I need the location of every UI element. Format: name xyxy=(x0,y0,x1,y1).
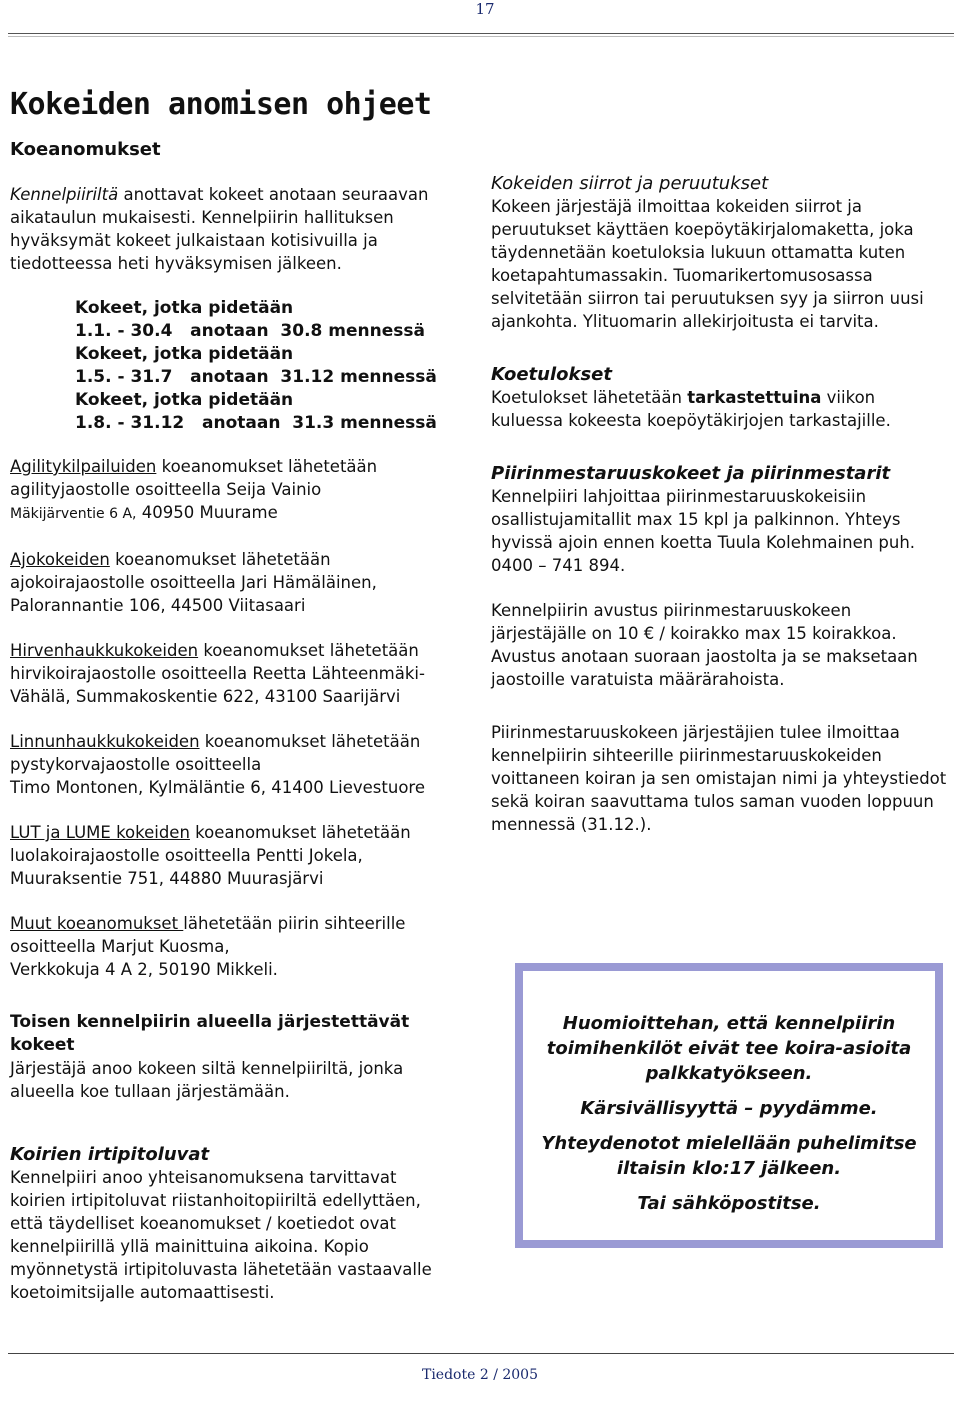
lut-paragraph xyxy=(10,821,450,890)
notice-line-1: Huomioittehan, että kennelpiirin toimihenkilöt eivät tee koira-asioita palkkatyökseen. xyxy=(546,1013,912,1084)
hirven-paragraph xyxy=(10,639,450,708)
schedule-block xyxy=(10,297,450,435)
footer-rule xyxy=(8,1353,954,1354)
schedule-line: Kokeet, jotka pidetään xyxy=(75,298,294,318)
notice-line-2: Kärsivällisyyttä – pyydämme. xyxy=(580,1098,878,1119)
muut-text: lähetetään piirin sihteerille osoitteella Marjut Kuosma, xyxy=(10,914,406,956)
tulokset-pre: Koetulokset lähetetään xyxy=(491,388,688,407)
schedule-line: Kokeet, jotka pidetään xyxy=(75,344,294,364)
siirrot-heading-text: Kokeiden siirrot ja peruutukset xyxy=(491,173,769,194)
notice-line-4: Tai sähköpostitse. xyxy=(637,1193,821,1214)
ajo-label: Ajokokeiden xyxy=(10,550,110,569)
siirrot-text: Kokeen järjestäjä ilmoittaa kokeiden siirrot ja peruutukset käyttäen koepöytäkirjalomaketta, joka täydennetään koetuloksia lukuun ottamatta kuten koetapahtumassakin. Tuomarikertomusosassa selvitetään siirron tai peruutuksen syy ja siirron uusi ajankohta. Ylituomarin allekirjoitusta ei tarvita. xyxy=(491,197,924,331)
piiri-text-1: Kennelpiiri lahjoittaa piirinmestaruuskokeisiin osallistujamitallit max 15 kpl ja palkinnon. Yhteys hyvissä ajoin ennen koetta Tuula Kolehmainen puh. 0400 – 741 894. xyxy=(491,487,916,575)
tulokset-post: viikon kuluessa kokeesta koepöytäkirjojen tarkastajille. xyxy=(491,388,891,430)
koeanomukset-heading: Koeanomukset xyxy=(10,139,161,160)
muut-paragraph xyxy=(10,912,450,981)
notice-line-3: Yhteydenotot mielellään puhelimitse iltaisin klo:17 jälkeen. xyxy=(541,1133,917,1179)
intro-text: anottavat kokeet anotaan seuraavan aikataulun mukaisesti. Kennelpiirin hallituksen hyväksymät kokeet julkaistaan kotisivuilla ja tiedotteessa heti hyväksymisen jälkeen. xyxy=(10,185,429,273)
intro-paragraph xyxy=(10,183,450,275)
toisen-heading: Toisen kennelpiirin alueella järjestettävät kokeet xyxy=(10,1012,410,1055)
lut-label: LUT ja LUME kokeiden xyxy=(10,823,190,842)
ajo-text: koeanomukset lähetetään ajokoirajaostolle osoitteella Jari Hämäläinen, Palorannantie 106, 44500 Viitasaari xyxy=(10,550,377,615)
page-number: 17 xyxy=(475,0,495,18)
page-title: Kokeiden anomisen ohjeet xyxy=(10,87,432,122)
irti-text: Kennelpiiri anoo yhteisanomuksena tarvittavat koirien irtipitoluvat riistanhoitopiiriltä edellyttäen, että täydelliset koeanomukset / koetiedot ovat kennelpiirillä yllä mainittuina aikoina. Kopio myönnetystä irtipitoluvasta lähetetään vastaavalle koetoimitsijalle automaattisesti. xyxy=(10,1168,432,1302)
schedule-line: 1.1. - 30.4 anotaan 30.8 mennessä xyxy=(75,321,425,341)
hirven-text: koeanomukset lähetetään hirvikoirajaostolle osoitteella Reetta Lähteenmäki-Vähälä, Summakoskentie 622, 43100 Saarijärvi xyxy=(10,641,425,706)
muut-label: Muut koeanomukset xyxy=(10,914,184,933)
agility-paragraph xyxy=(10,455,450,526)
tulokset-bold: tarkastettuina xyxy=(687,388,822,407)
toisen-text: Järjestäjä anoo kokeen siltä kennelpiiriltä, jonka alueella koe tullaan järjestämään. xyxy=(10,1059,404,1101)
footer-label: Tiedote 2 / 2005 xyxy=(421,1367,538,1383)
linnun-text: koeanomukset lähetetään pystykorvajaostolle osoitteella xyxy=(10,732,421,774)
lut-text: koeanomukset lähetetään luolakoirajaostolle osoitteella Pentti Jokela, Muuraksentie 751, 44880 Muurasjärvi xyxy=(10,823,411,888)
notice-box xyxy=(515,963,943,1248)
agility-text: koeanomukset lähetetään agilityjaostolle osoitteella Seija Vainio xyxy=(10,457,378,499)
tulokset-heading: Koetulokset xyxy=(491,364,612,385)
left-column xyxy=(10,138,450,1304)
agility-address-small: Mäkijärventie 6 A, xyxy=(10,506,137,522)
irti-heading: Koirien irtipitoluvat xyxy=(10,1144,210,1165)
schedule-line: 1.5. - 31.7 anotaan 31.12 mennessä xyxy=(75,367,437,387)
linnun-label: Linnunhaukkukokeiden xyxy=(10,732,200,751)
linnun-address: Timo Montonen, Kylmäläntie 6, 41400 Lievestuore xyxy=(10,778,425,797)
agility-address: 40950 Muurame xyxy=(136,503,278,522)
tulokset-paragraph xyxy=(491,386,951,432)
piiri-heading: Piirinmestaruuskokeet ja piirinmestarit xyxy=(491,463,891,484)
intro-italic: Kennelpiiriltä xyxy=(10,185,119,204)
top-rule xyxy=(8,33,954,37)
hirven-label: Hirvenhaukkukokeiden xyxy=(10,641,199,660)
siirrot-heading xyxy=(491,172,951,195)
right-column xyxy=(491,172,951,836)
linnun-paragraph xyxy=(10,730,450,799)
piiri-text-2: Kennelpiirin avustus piirinmestaruuskokeen järjestäjälle on 10 € / koirakko max 15 koirakkoa. Avustus anotaan suoraan jaostolta ja se maksetaan jaostoille varatuista määrärahoista. xyxy=(491,601,918,689)
agility-label: Agilitykilpailuiden xyxy=(10,457,157,476)
muut-address: Verkkokuja 4 A 2, 50190 Mikkeli. xyxy=(10,960,278,979)
schedule-line: Kokeet, jotka pidetään xyxy=(75,390,294,410)
ajo-paragraph xyxy=(10,548,450,617)
piiri-text-3: Piirinmestaruuskokeen järjestäjien tulee ilmoittaa kennelpiirin sihteerille piirinmestaruuskokeiden voittaneen koiran ja sen omistajan nimi ja yhteystiedot sekä koiran saavuttama tulos saman vuoden loppuun mennessä (31.12.). xyxy=(491,723,947,834)
schedule-line: 1.8. - 31.12 anotaan 31.3 mennessä xyxy=(75,413,437,433)
